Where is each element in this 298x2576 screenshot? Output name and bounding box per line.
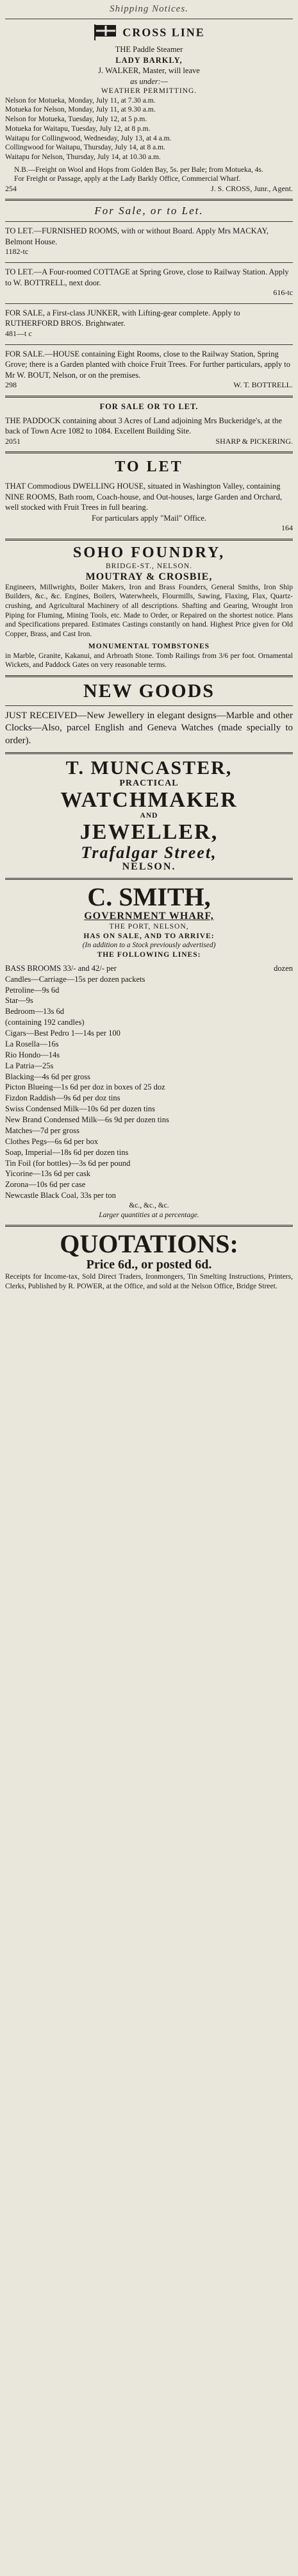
divider (5, 303, 293, 304)
price-list-item (5, 974, 293, 985)
freight-note: N.B.—Freight on Wool and Hops from Golden Bay, 5s. per Bale; from Motueka, 4s. (14, 165, 263, 174)
new-goods-ad (5, 681, 293, 747)
smith-footer: Larger quantities at a percentage. (99, 1211, 199, 1219)
price-list-item (5, 1168, 293, 1179)
price-item-name: Star—9s (5, 996, 33, 1006)
classified-ad (5, 226, 293, 257)
classified-ad (5, 349, 293, 391)
price-item-name: Picton Blueing—1s 6d per doz in boxes of 25 doz (5, 1082, 165, 1092)
ad-signature-row (5, 380, 293, 391)
smith-port: THE PORT, NELSON, (109, 922, 189, 930)
ad-ref: 616-tc (273, 288, 293, 298)
muncaster-street: Trafalgar Street, (81, 843, 217, 862)
price-item-name: Cigars—Best Pedro 1—14s per 100 (5, 1029, 120, 1038)
sailing-item: Waitapu for Nelson, Thursday, July 14, at 10.30 a.m. (5, 153, 161, 162)
price-list-item (5, 1039, 293, 1050)
price-list-item (5, 1028, 293, 1039)
ad-ref: 1182-tc (5, 247, 29, 257)
price-item-name: Blacking—4s 6d per gross (5, 1072, 90, 1081)
price-item-name: Matches—7d per gross (5, 1125, 79, 1135)
muncaster-line3: AND (140, 812, 158, 820)
price-list (5, 963, 293, 1201)
muncaster-line4: JEWELLER, (79, 820, 219, 844)
muncaster-town: NELSON. (122, 861, 176, 872)
price-item-name: Swiss Condensed Milk—10s 6d per dozen tins (5, 1104, 156, 1114)
tombstones-text: in Marble, Granite, Kakanui, and Arbroath Stone. Tomb Railings from 3/6 per foot. Ornamental Wickets, and Paddock Gates on very reasonable terms. (5, 652, 293, 669)
as-under: as under:— (130, 76, 168, 86)
ad-signature: W. T. BOTTRELL. (233, 380, 293, 390)
muncaster-line2: WATCHMAKER (60, 787, 238, 812)
new-goods-title: NEW GOODS (83, 680, 215, 702)
ad-text: FOR SALE.—HOUSE containing Eight Rooms, close to the Railway Station, Spring Grove; there is a Garden planted with choice Fruit Trees. For further particulars, apply to Mr W. BOUT, Nelson, or on the premises. (5, 349, 291, 380)
divider (5, 396, 293, 398)
divider (5, 221, 293, 222)
smith-name: C. SMITH, (87, 882, 211, 911)
quotations-ad (5, 1231, 293, 1291)
quotations-price: Price 6d., or posted 6d. (86, 1258, 212, 1272)
sailing-item: Motueka for Nelson, Monday, July 11, at 9.30 a.m. (5, 106, 156, 114)
foundry-street: BRIDGE-ST., NELSON. (105, 562, 193, 570)
muncaster-line1: PRACTICAL (119, 778, 179, 788)
divider (5, 705, 293, 706)
price-list-item (5, 1093, 293, 1104)
weather-note: WEATHER PERMITTING. (101, 87, 197, 95)
ad-text: TO LET.—A Four-roomed COTTAGE at Spring Grove, close to Railway Station. Apply to W. BOTTRELL, next door. (5, 267, 289, 287)
quotations-body: Receipts for Income-tax, Sold Direct Traders, Ironmongers, Tin Smelting Instructions, Printers, Clerks, Published by R. POWER, at the Office, and sold at the Nelson Office, Bridge Street. (5, 1273, 293, 1291)
price-item-name: (containing 192 candles) (5, 1018, 85, 1027)
price-item-name: Petroline—9s 6d (5, 985, 60, 995)
sale-let-header: For Sale, or to Let. (94, 205, 204, 217)
tombstones-header: MONUMENTAL TOMBSTONES (88, 642, 210, 650)
price-list-item (5, 995, 293, 1006)
sailing-item: Nelson for Motueka, Monday, July 11, at 7.30 a.m. (5, 96, 156, 105)
price-item-name: Newcastle Black Coal, 33s per ton (5, 1191, 116, 1200)
ad-ref: 481—t c (5, 328, 32, 338)
sailing-item: Motueka for Waitapu, Tuesday, July 12, at 8 p.m. (5, 124, 151, 133)
dwelling-header: TO LET (115, 459, 183, 476)
price-list-item (5, 1147, 293, 1158)
ad-number: 254 (5, 184, 17, 194)
divider (5, 675, 293, 677)
price-item-name: New Brand Condensed Milk—6s 9d per dozen tins (5, 1115, 169, 1125)
master-line: J. WALKER, Master, will leave (98, 66, 200, 75)
price-item-name: Tin Foil (for bottles)—3s 6d per pound (5, 1158, 131, 1168)
ad-signature: SHARP & PICKERING. (215, 436, 293, 446)
foundry-ad (5, 544, 293, 670)
smith-place: GOVERNMENT WHARF, (84, 910, 214, 922)
flag-icon (93, 23, 117, 44)
smith-following: THE FOLLOWING LINES: (97, 951, 201, 959)
paddock-text: THE PADDOCK containing about 3 Acres of Land adjoining Mrs Buckeridge's, at the back of Town Acre 1082 to 1084. Excellent Building Site. (5, 416, 282, 435)
price-item-name: Bedroom—13s 6d (5, 1007, 65, 1016)
price-list-item (5, 1136, 293, 1147)
price-list-item (5, 1006, 293, 1017)
price-list-item (5, 1179, 293, 1190)
foundry-description: Engineers, Millwrights, Boiler Makers, Iron and Brass Founders, General Smiths, Iron Ship Builders, &c., &c. Engines, Boilers, Waterwheels, Flourmills, Sawing, Flaxing, Flax, Quartz-crushing, and Agricultural Machinery of all descriptions. Shafting and Gearing, Wrought Iron Piping for Fluming, Mining Tools, etc. Made to Order, or Repaired on the shortest notice. Plans and Specifications prepared. Estimates Castings constantly on hand. Highest Price given for Old Copper, Brass, and Cast Iron. (5, 583, 293, 639)
ad-ref: 298 (5, 380, 17, 390)
agent-row (5, 184, 293, 194)
sailing-list (5, 96, 293, 162)
price-item-name: Fizdon Raddish—9s 6d per doz tins (5, 1093, 120, 1103)
cross-line-title: CROSS LINE (5, 23, 293, 44)
divider (5, 752, 293, 754)
price-list-item (5, 1158, 293, 1169)
cross-line-ad (5, 23, 293, 194)
sailing-item: Nelson for Motueka, Tuesday, July 12, at 5 p.m. (5, 115, 147, 124)
ad-text: FOR SALE, a First-class JUNKER, with Lifting-gear complete. Apply to RUTHERFORD BROS. Brightwater. (5, 308, 240, 328)
ad-ref: 164 (281, 523, 293, 532)
foundry-name: SOHO FOUNDRY, (72, 544, 226, 561)
price-list-item (5, 1115, 293, 1125)
divider (5, 262, 293, 263)
price-list-item (5, 1050, 293, 1061)
smith-ad (5, 884, 293, 1220)
price-list-item (5, 1082, 293, 1093)
newspaper-column (5, 0, 293, 1292)
sailing-item: Waitapu for Collingwood, Wednesday, July 13, at 4 a.m. (5, 134, 172, 142)
price-item-name: Zorona—10s 6d per case (5, 1180, 86, 1190)
price-item-name: La Patria—25s (5, 1061, 54, 1070)
price-item-name: Yicorine—13s 6d per cask (5, 1169, 90, 1179)
price-list-item (5, 1061, 293, 1072)
price-item-name: Rio Hondo—14s (5, 1050, 60, 1059)
dwelling-ad (5, 457, 293, 534)
divider (5, 1225, 293, 1227)
passage-note: For Freight or Passage, apply at the Lady Barkly Office, Commercial Wharf. (14, 175, 241, 183)
price-list-item (5, 1104, 293, 1115)
dwelling-text: THAT Commodious DWELLING HOUSE, situated in Washington Valley, containing NINE ROOMS, Bath room, Coach-house, and Out-houses, large Garden and Orchard, well stocked with Fruit Trees in full bearing. (5, 482, 282, 512)
classified-ad (5, 308, 293, 339)
price-item-price: dozen (274, 963, 293, 973)
vessel-name: LADY BARKLY, (115, 55, 183, 65)
sailing-item: Collingwood for Waitapu, Thursday, July 14, at 8 a.m. (5, 144, 165, 152)
new-goods-text: JUST RECEIVED—New Jewellery in elegant designs—Marble and other Clocks—Also, parcel English and Geneva Watches (made specially to order). (5, 710, 293, 746)
quotations-title: QUOTATIONS: (60, 1229, 238, 1259)
divider (5, 878, 293, 880)
price-item-name: La Rosella—16s (5, 1039, 59, 1048)
price-item-name: Clothes Pegs—6s 6d per box (5, 1136, 99, 1146)
smith-has: HAS ON SALE, AND TO ARRIVE: (83, 932, 215, 940)
price-list-item (5, 1125, 293, 1136)
price-list-item (5, 1072, 293, 1082)
paddock-header: FOR SALE OR TO LET. (99, 402, 199, 411)
divider (5, 199, 293, 201)
price-item-name: BASS BROOMS 33/- and 42/- per (5, 963, 117, 973)
price-list-item (5, 985, 293, 996)
paddock-signature-row (5, 437, 293, 447)
price-item-name: Soap, Imperial—18s 6d per dozen tins (5, 1147, 129, 1157)
ad-ref: 2051 (5, 436, 21, 446)
divider (5, 344, 293, 345)
price-list-item (5, 1017, 293, 1028)
divider (5, 451, 293, 453)
agent-signature: J. S. CROSS, Junr., Agent. (210, 184, 293, 194)
ad-text: TO LET.—FURNISHED ROOMS, with or without Board. Apply Mrs MACKAY, Belmont House. (5, 226, 269, 246)
paddock-ad (5, 401, 293, 446)
shipping-header: Shipping Notices. (110, 4, 188, 14)
price-item-name: Candles—Carriage—15s per dozen packets (5, 974, 145, 984)
divider (5, 539, 293, 541)
smith-etc: &c., &c., &c. (129, 1202, 169, 1210)
classified-ad (5, 267, 293, 298)
dwelling-apply: For particulars apply "Mail" Office. (91, 513, 207, 523)
muncaster-ad (5, 758, 293, 873)
muncaster-name: T. MUNCASTER, (65, 757, 233, 779)
price-list-item (5, 963, 293, 974)
foundry-firm: MOUTRAY & CROSBIE, (85, 571, 213, 582)
smith-sub: (In addition to a Stock previously advertised) (82, 941, 216, 950)
price-list-item (5, 1190, 293, 1201)
cross-line-intro: THE Paddle Steamer (115, 45, 183, 54)
